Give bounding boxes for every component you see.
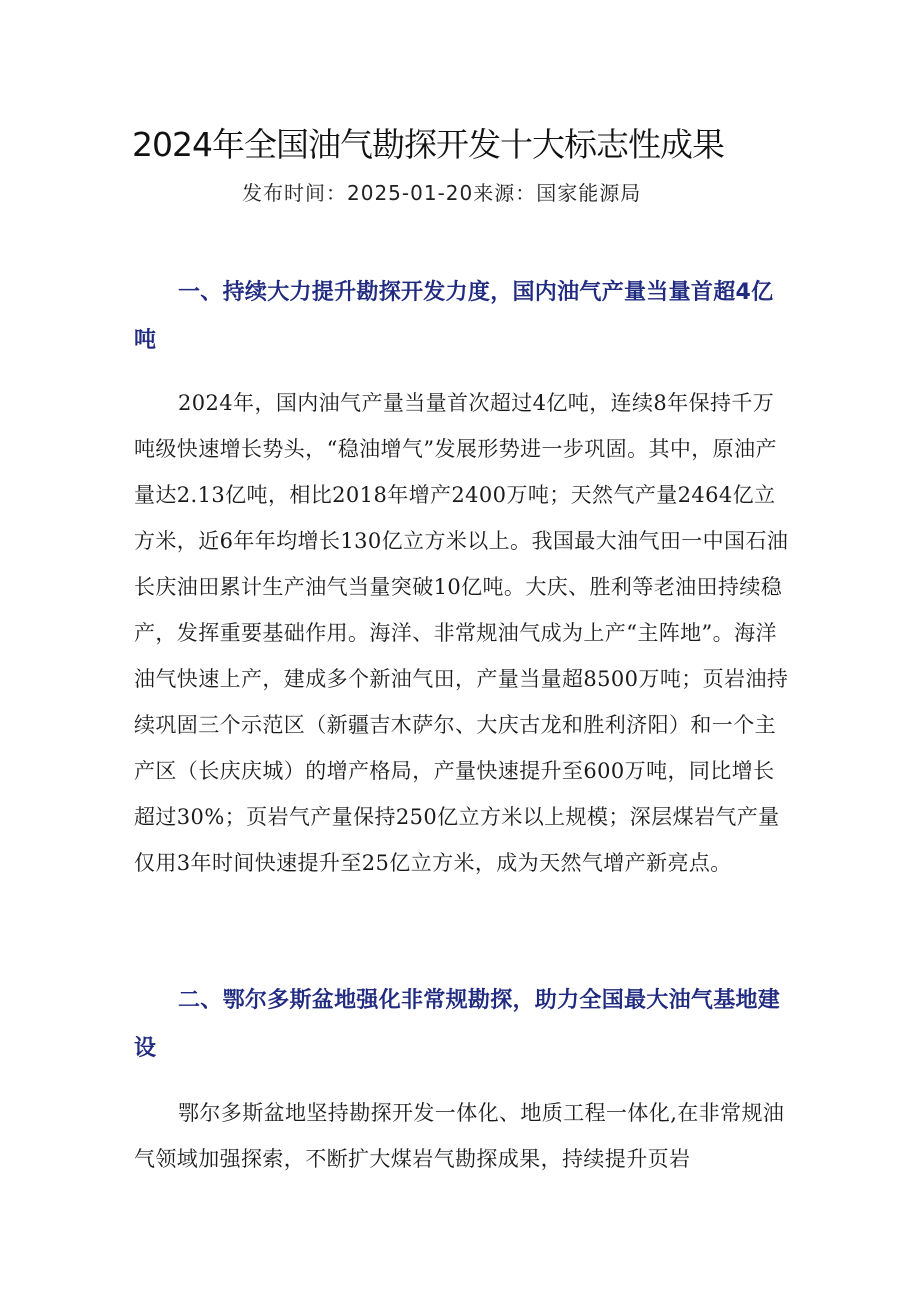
section-paragraph-1: 2024年，国内油气产量当量首次超过4亿吨，连续8年保持千万吨级快速增长势头，“稳油增气”发展形势进一步巩固。其中，原油产量达2.13亿吨，相比2018年增产2400万吨；天然气产量2464亿立方米，近6年年均增长130亿立方米以上。我国最大油气田一中国石油长庆油田累计生产油气当量突破10亿吨。大庆、胜利等老油田持续稳产，发挥重要基础作用。海洋、非常规油气成为上产“主阵地”。海洋油气快速上产，建成多个新油气田，产量当量超8500万吨；页岩油持续巩固三个示范区（新疆吉木萨尔、大庆古龙和胜利济阳）和一个主产区（长庆庆城）的增产格局，产量快速提升至600万吨，同比增长超过30%；页岩气产量保持250亿立方米以上规模；深层煤岩气产量仅用3年时间快速提升至25亿立方米，成为天然气增产新亮点。 [134,391,789,875]
section-paragraph-2: 鄂尔多斯盆地坚持勘探开发一体化、地质工程一体化,在非常规油气领域加强探索，不断扩大煤岩气勘探成果，持续提升页岩 [134,1101,785,1171]
publish-meta: 发布时间：2025-01-20来源：国家能源局 [242,181,642,205]
document-title: 2024年全国油气勘探开发十大标志性成果 [132,125,724,164]
section-heading-2: 二、鄂尔多斯盆地强化非常规勘探，助力全国最大油气基地建设 [134,988,781,1061]
section-heading-1: 一、持续大力提升勘探开发力度，国内油气产量当量首超4亿吨 [134,280,774,353]
